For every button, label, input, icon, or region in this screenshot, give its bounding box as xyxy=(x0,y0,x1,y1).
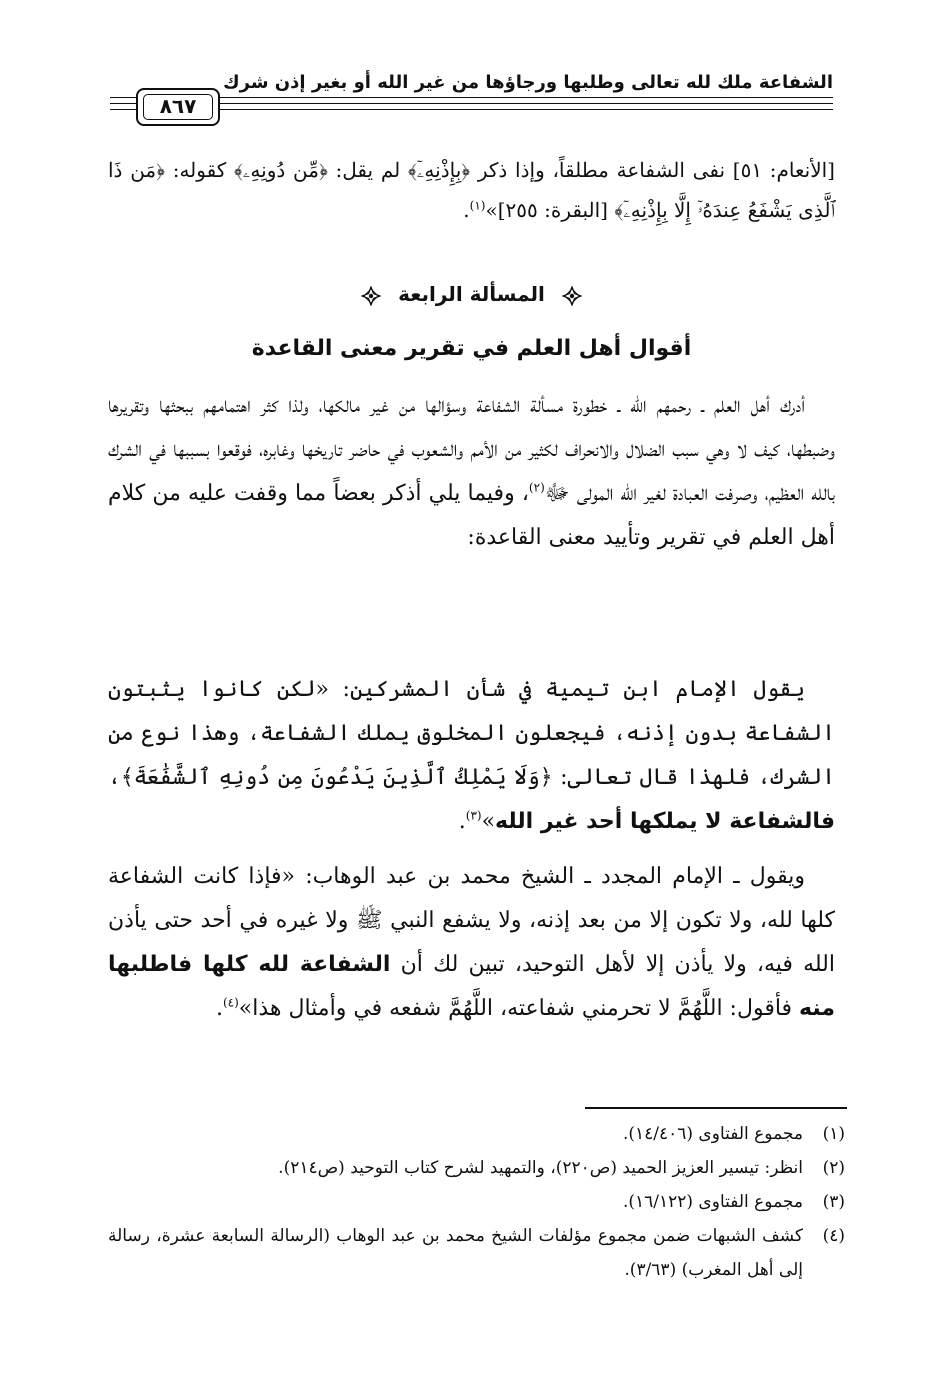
paragraph-1-text: أدرك أهل العلم ـ رحمهم الله ـ خطورة مسألة الشفاعة وسؤالها من غير مالكها، ولذا كثر اهتمامهم ببحثها وتقريرها وضبطها، كيف لا وهي سبب الضلال والانحراف لكثير من الأمم والشعوب في حاضر تاريخها وغابره، فوقعوا بسببها في الشرك بالله العظيم، وصرفت العبادة لغير الله المولى ﷻ xyxy=(108,393,835,506)
page-number-frame xyxy=(136,88,220,126)
ornament-icon xyxy=(562,286,582,306)
footnote-number: (٣) xyxy=(822,1192,845,1212)
paragraph-3-end: . xyxy=(215,996,223,1021)
footnote-separator xyxy=(585,1107,847,1109)
paragraph-1-text-cont: ، وفيما يلي أذكر بعضاً مما وقفت عليه من كلام أهل العلم في تقرير وتأييد معنى القاعدة: xyxy=(108,481,835,550)
footnote-number: (٢) xyxy=(822,1158,845,1178)
paragraph-3-text: ويقول ـ الإمام المجدد ـ الشيخ محمد بن عبد الوهاب: «فإذا كانت الشفاعة كلها لله، ولا تكون إلا من بعد إذنه، ولا يشفع النبي ﷺ ولا غيره في أحد حتى يأذن الله فيه، ولا يأذن إلا لأهل التوحيد، تبين لك أن xyxy=(108,864,835,977)
footnote-number: (٤) xyxy=(822,1226,845,1246)
footnote-text: مجموع الفتاوى (١٦/١٢٢). xyxy=(622,1192,803,1212)
footnote xyxy=(108,1185,845,1219)
footnote-ref[interactable]: (١) xyxy=(469,198,486,213)
footnote-text: انظر: تيسير العزيز الحميد (ص٢٢٠)، والتمهيد لشرح كتاب التوحيد (ص٢١٤). xyxy=(278,1158,803,1178)
paragraph-2 xyxy=(108,668,835,844)
paragraph-2-end: . xyxy=(458,809,466,834)
paragraph-3 xyxy=(108,855,835,1031)
footnote-text: كشف الشبهات ضمن مجموع مؤلفات الشيخ محمد بن عبد الوهاب (الرسالة السابعة عشرة، رسالة إلى أهل المغرب) (٣/٦٣). xyxy=(108,1226,803,1280)
footnote xyxy=(108,1151,845,1185)
subheading: أقوال أهل العلم في تقرير معنى القاعدة xyxy=(251,336,692,361)
footnote-ref[interactable]: (٣) xyxy=(465,808,482,823)
ornament-icon xyxy=(361,286,381,306)
paragraph-3-bold: الشفاعة لله كلها فاطلبها منه xyxy=(108,952,835,1021)
footnote-number: (١) xyxy=(822,1124,845,1144)
section-title: المسألة الرابعة xyxy=(398,282,545,306)
page-number: ٨٦٧ xyxy=(159,94,197,118)
running-header-title: الشفاعة ملك لله تعالى وطلبها ورجاؤها من غير الله أو بغير إذن شرك xyxy=(223,72,833,93)
paragraph-2-close: » xyxy=(481,809,496,834)
footnote xyxy=(108,1117,845,1151)
paragraph-2-bold: فالشفاعة لا يملكها أحد غير الله xyxy=(495,809,835,834)
paragraph-3-text-cont: فأقول: اللَّهُمَّ لا تحرمني شفاعته، اللَّهُمَّ شفعه في وأمثال هذا» xyxy=(238,996,800,1021)
intro-text: [الأنعام: ٥١] نفى الشفاعة مطلقاً، وإذا ذكر ﴿بِإِذْنِهِۦٓ﴾ لم يقل: ﴿مِّن دُونِهِۦ﴾ كقوله: ﴿مَن ذَا ٱلَّذِى يَشْفَعُ عِندَهُۥٓ إِلَّا بِإِذْنِهِۦٓ﴾ [البقرة: ٢٥٥]» xyxy=(108,158,835,222)
section-heading xyxy=(108,282,835,306)
paragraph-2-text: يقول الإمام ابن تيمية في شأن المشركين: «لكن كانوا يثبتون الشفاعة بدون إذنه، فيجعلون المخلوق يملك الشفاعة، وهذا نوع من الشرك، فلهذا قال تعالى: ﴿وَلَا يَمْلِكُ ٱلَّذِينَ يَدْعُونَ مِن دُونِهِ ٱلشَّفَٰعَةَ﴾، xyxy=(108,677,836,790)
footnotes xyxy=(108,1117,845,1287)
footnote-ref[interactable]: (٢) xyxy=(528,480,545,495)
intro-end: . xyxy=(463,198,470,222)
paragraph-1 xyxy=(108,384,835,560)
footnote xyxy=(108,1219,845,1287)
footnote-ref[interactable]: (٤) xyxy=(222,995,239,1010)
intro-paragraph xyxy=(108,150,835,230)
footnote-text: مجموع الفتاوى (١٤/٤٠٦). xyxy=(622,1124,803,1144)
